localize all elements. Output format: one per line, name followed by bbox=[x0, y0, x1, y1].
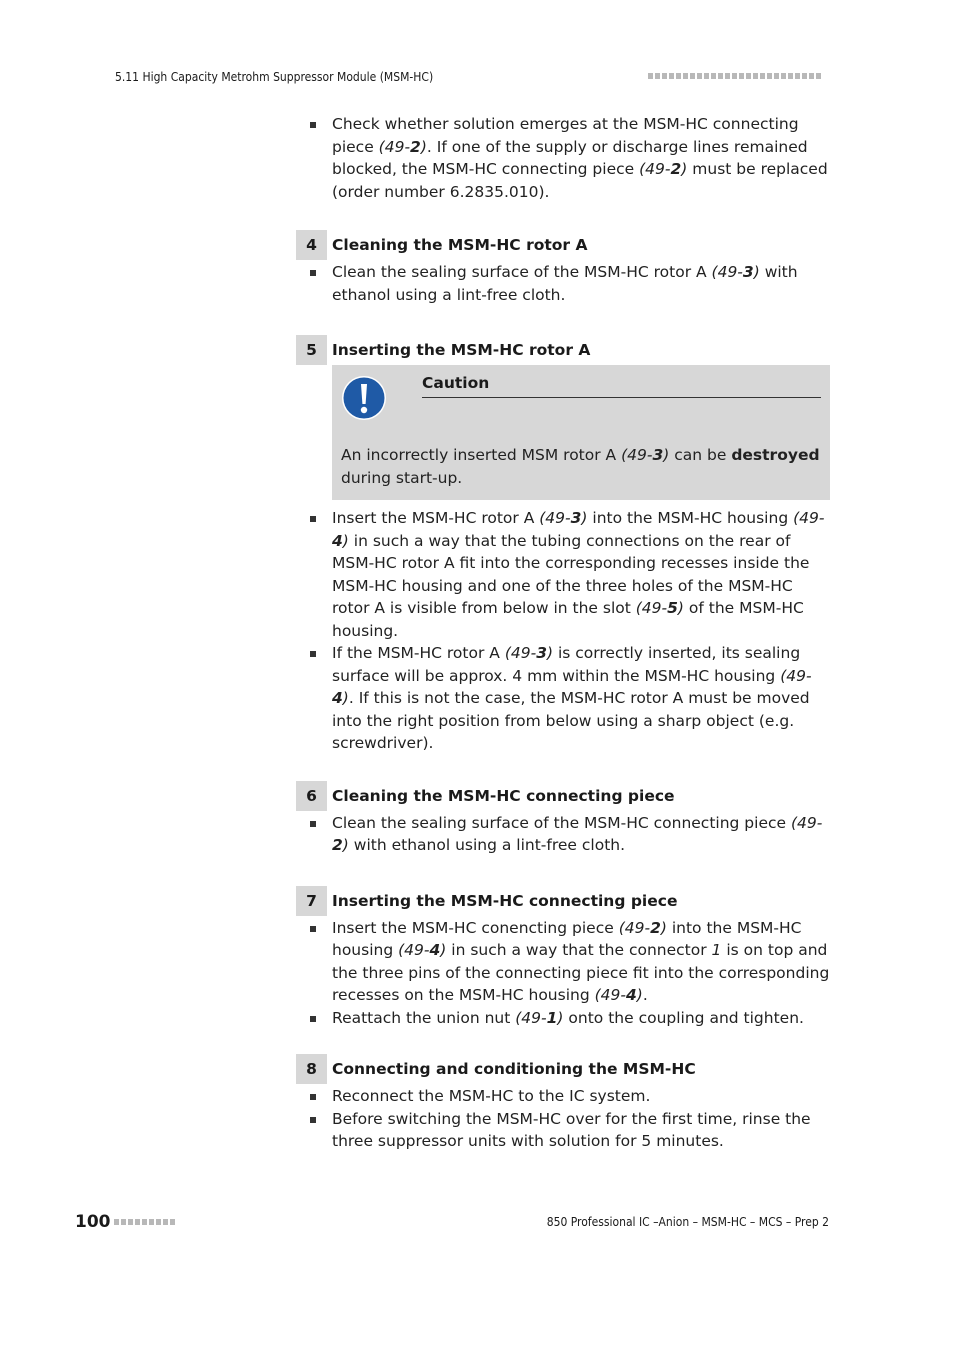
step-6 bbox=[296, 781, 830, 857]
figure-reference: (49-2) bbox=[639, 160, 688, 178]
figure-reference: (49-4) bbox=[398, 941, 447, 959]
step-number: 7 bbox=[296, 886, 327, 916]
caution-box bbox=[332, 365, 830, 500]
step-heading bbox=[296, 335, 830, 365]
figure-reference: (49-3) bbox=[621, 446, 670, 464]
bullet-item: Check whether solution emerges at the MSM-HC connecting piece (49-2). If one of the supply or discharge lines remained blocked, the MSM-HC connecting piece (49-2) must be replaced (order number 6.2835.010). bbox=[332, 113, 830, 203]
step-bullet-list bbox=[332, 917, 830, 1030]
step-number: 6 bbox=[296, 781, 327, 811]
step-heading bbox=[296, 781, 830, 811]
step-number: 8 bbox=[296, 1054, 327, 1084]
footer-dot-rule bbox=[114, 1219, 175, 1225]
step-bullet-list bbox=[332, 261, 830, 306]
step-8 bbox=[296, 1054, 830, 1153]
step-bullet-list bbox=[332, 812, 830, 857]
step-number: 4 bbox=[296, 230, 327, 260]
step-title: Inserting the MSM-HC rotor A bbox=[332, 341, 591, 359]
page-content bbox=[296, 113, 830, 1153]
emphasis-italic: 1 bbox=[711, 941, 722, 959]
figure-reference: (49-2) bbox=[378, 137, 427, 156]
figure-reference: (49-2) bbox=[332, 813, 823, 854]
step-title: Cleaning the MSM-HC rotor A bbox=[332, 236, 588, 254]
step-4 bbox=[296, 230, 830, 306]
step-heading bbox=[296, 1054, 830, 1084]
step-5 bbox=[296, 335, 830, 755]
figure-reference: (49-2) bbox=[618, 918, 667, 937]
running-header: 5.11 High Capacity Metrohm Suppressor Module (MSM-HC) bbox=[115, 70, 434, 84]
caution-title-rule bbox=[422, 375, 821, 398]
figure-reference: (49-4) bbox=[332, 666, 812, 707]
emphasis-bold: destroyed bbox=[731, 446, 820, 464]
exclamation-circle-icon bbox=[341, 375, 387, 421]
step-heading bbox=[296, 886, 830, 916]
intro-bullet-list bbox=[332, 113, 830, 203]
step-bullet-list bbox=[332, 1085, 830, 1153]
step-number: 5 bbox=[296, 335, 327, 365]
bullet-item: Clean the sealing surface of the MSM-HC rotor A (49-3) with ethanol using a lint-free cloth. bbox=[332, 261, 830, 306]
figure-reference: (49-4) bbox=[594, 986, 643, 1004]
figure-reference: (49-3) bbox=[504, 644, 554, 662]
document-title: 850 Professional IC –Anion – MSM-HC – MCS – Prep 2 bbox=[546, 1215, 829, 1229]
bullet-item: Clean the sealing surface of the MSM-HC connecting piece (49-2) with ethanol using a lint-free cloth. bbox=[332, 812, 830, 857]
bullet-item: Insert the MSM-HC conencting piece (49-2) into the MSM-HC housing (49-4) in such a way that the connector 1 is on top and the three pins of the connecting piece fit into the corresponding recesses on the MSM-HC housing (49-4). bbox=[332, 917, 830, 1007]
figure-reference: (49-5) bbox=[635, 599, 684, 617]
page-number: 100 bbox=[75, 1212, 111, 1232]
step-heading bbox=[296, 230, 830, 260]
step-title: Cleaning the MSM-HC connecting piece bbox=[332, 786, 675, 805]
bullet-item: Reconnect the MSM-HC to the IC system. bbox=[332, 1085, 830, 1108]
figure-reference: (49-1) bbox=[515, 1008, 564, 1027]
bullet-item: If the MSM-HC rotor A (49-3) is correctly inserted, its sealing surface will be approx. 4 mm within the MSM-HC housing (49-4). If this is not the case, the MSM-HC rotor A must be moved into the right position from below using a sharp object (e.g. screwdriver). bbox=[332, 642, 830, 755]
figure-reference: (49-3) bbox=[539, 509, 588, 527]
bullet-item: Reattach the union nut (49-1) onto the coupling and tighten. bbox=[332, 1007, 830, 1030]
step-bullet-list bbox=[332, 507, 830, 755]
step-title: Connecting and conditioning the MSM-HC bbox=[332, 1060, 696, 1078]
caution-text: An incorrectly inserted MSM rotor A (49-3) can be destroyed during start-up. bbox=[341, 446, 820, 487]
figure-reference: (49-4) bbox=[332, 509, 825, 550]
step-title: Inserting the MSM-HC connecting piece bbox=[332, 891, 678, 910]
bullet-item: Before switching the MSM-HC over for the first time, rinse the three suppressor units with solution for 5 minutes. bbox=[332, 1108, 830, 1153]
figure-reference: (49-3) bbox=[711, 263, 760, 281]
header-dot-rule bbox=[648, 73, 821, 79]
step-7 bbox=[296, 886, 830, 1030]
bullet-item: Insert the MSM-HC rotor A (49-3) into the MSM-HC housing (49-4) in such a way that the tubing connections on the rear of MSM-HC rotor A fit into the corresponding recesses inside the MSM-HC housing and one of the three holes of the MSM-HC rotor A is visible from below in the slot (49-5) of the MSM-HC housing. bbox=[332, 507, 830, 642]
caution-title: Caution bbox=[422, 374, 490, 392]
caution-header bbox=[341, 375, 821, 427]
